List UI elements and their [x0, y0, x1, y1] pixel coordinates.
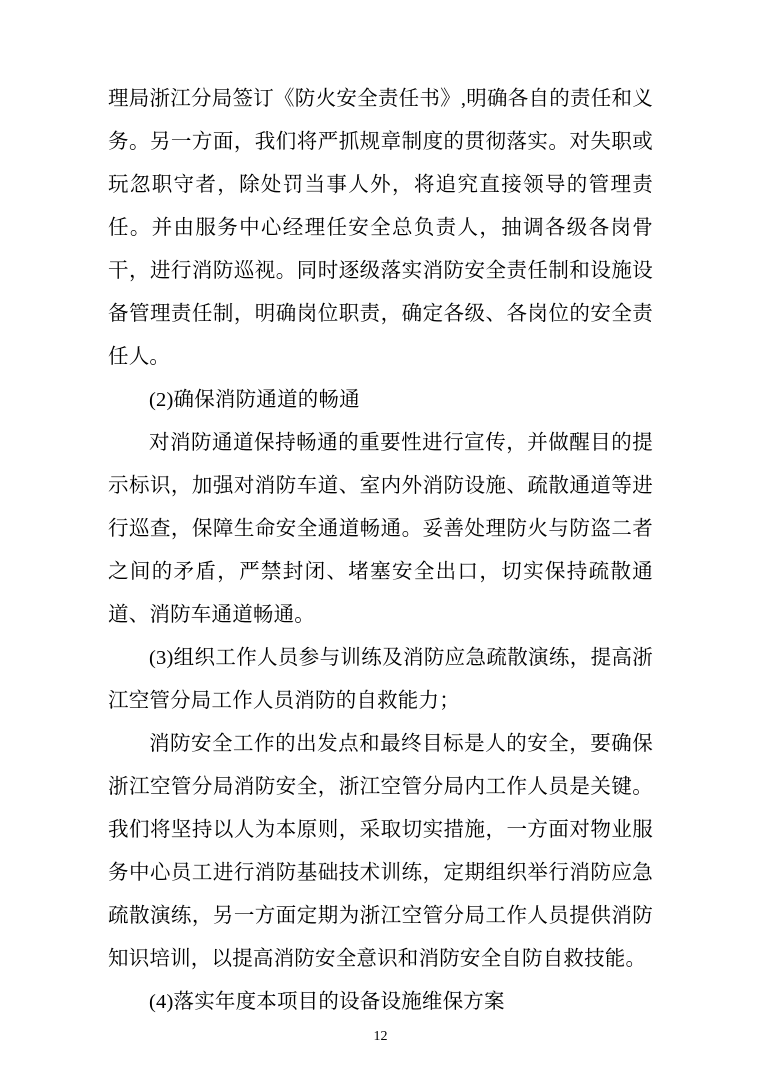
document-body [108, 78, 653, 1024]
paragraph-1: 理局浙江分局签订《防火安全责任书》,明确各自的责任和义务。另一方面，我们将严抓规章制度的贯彻落实。对失职或玩忽职守者，除处罚当事人外，将追究直接领导的管理责任。并由服务中心经理任安全总负责人，抽调各级各岗骨干，进行消防巡视。同时逐级落实消防安全责任制和设施设备管理责任制，明确岗位职责，确定各级、各岗位的安全责任人。 [108, 88, 653, 368]
paragraph-6: (4)落实年度本项目的设备设施维保方案 [149, 991, 505, 1013]
paragraph-4: (3)组织工作人员参与训练及消防应急疏散演练，提高浙江空管分局工作人员消防的自救能力； [108, 647, 653, 712]
paragraph-3: 对消防通道保持畅通的重要性进行宣传，并做醒目的提示标识，加强对消防车道、室内外消防设施、疏散通道等进行巡查，保障生命安全通道畅通。妥善处理防火与防盗二者之间的矛盾，严禁封闭、堵塞安全出口，切实保持疏散通道、消防车通道畅通。 [108, 432, 653, 626]
page-number: 12 [373, 1029, 388, 1044]
paragraph-5: 消防安全工作的出发点和最终目标是人的安全，要确保浙江空管分局消防安全，浙江空管分局内工作人员是关键。我们将坚持以人为本原则，采取切实措施，一方面对物业服务中心员工进行消防基础技术训练，定期组织举行消防应急疏散演练，另一方面定期为浙江空管分局工作人员提供消防知识培训，以提高消防安全意识和消防安全自防自救技能。 [108, 733, 653, 970]
paragraph-2: (2)确保消防通道的畅通 [149, 389, 360, 411]
